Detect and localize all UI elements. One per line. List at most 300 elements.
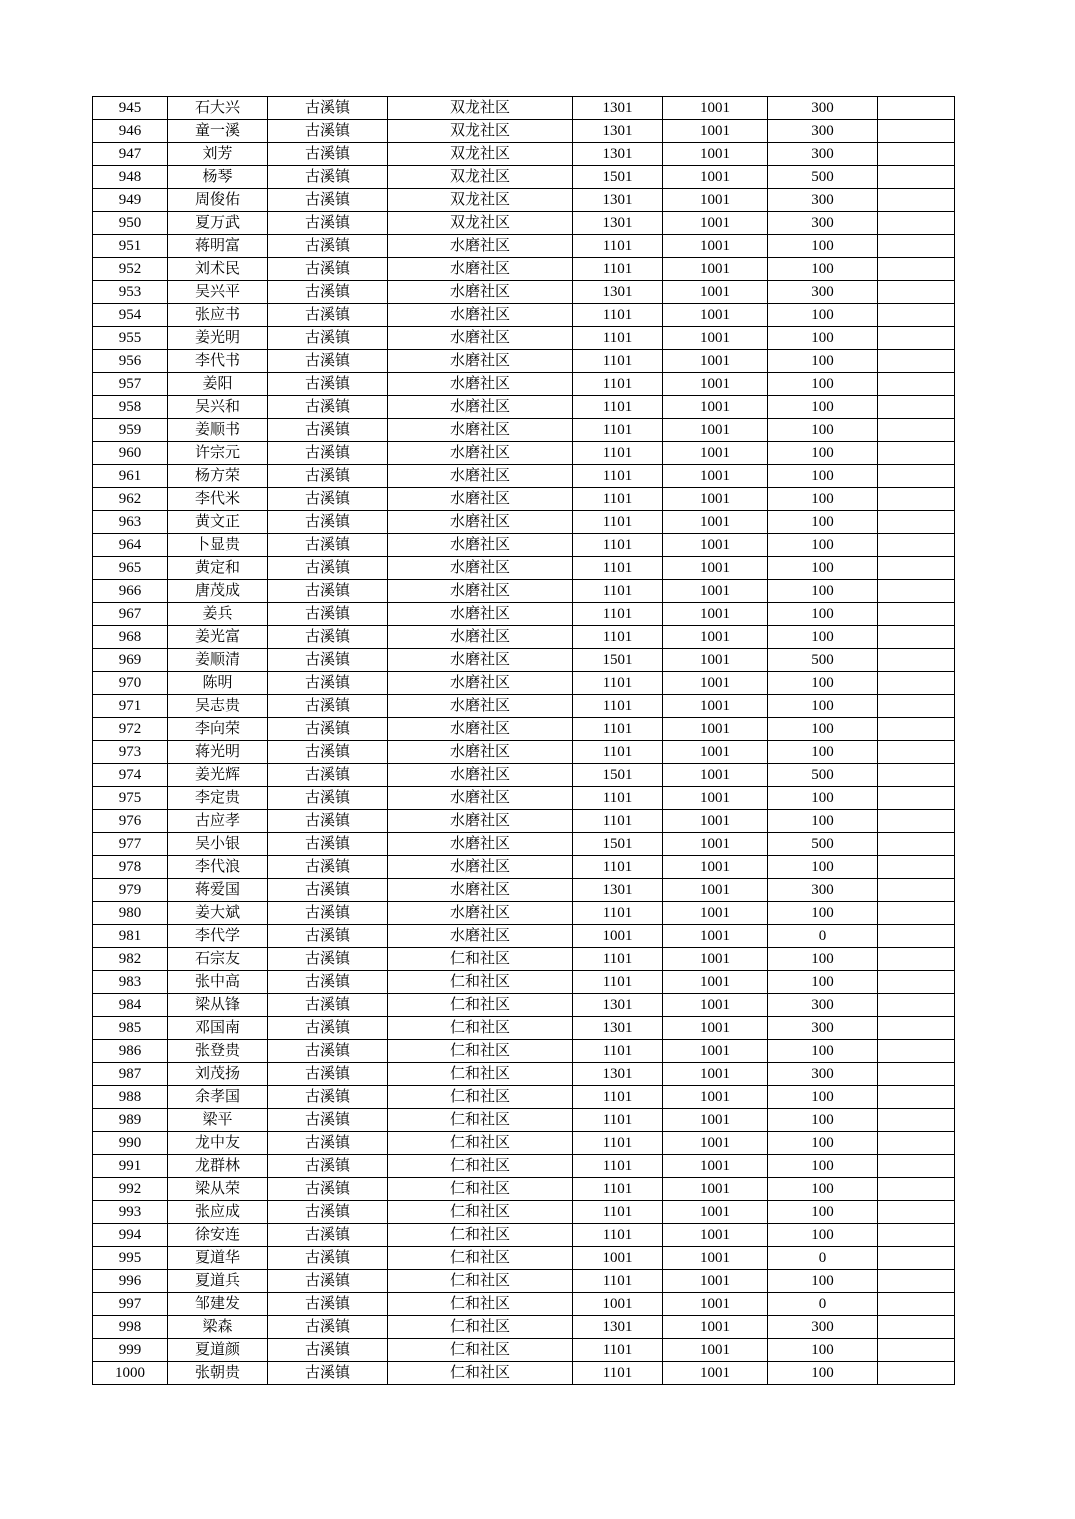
cell-town: 古溪镇	[268, 396, 388, 419]
cell-base: 1001	[663, 603, 768, 626]
cell-blank	[878, 1247, 955, 1270]
cell-base: 1001	[663, 166, 768, 189]
cell-amount: 100	[768, 810, 878, 833]
cell-community: 仁和社区	[388, 1132, 573, 1155]
cell-standard: 1101	[573, 327, 663, 350]
cell-index: 980	[93, 902, 168, 925]
cell-name: 张登贵	[168, 1040, 268, 1063]
cell-name: 刘术民	[168, 258, 268, 281]
cell-name: 夏道华	[168, 1247, 268, 1270]
cell-index: 948	[93, 166, 168, 189]
cell-blank	[878, 1063, 955, 1086]
cell-index: 988	[93, 1086, 168, 1109]
cell-community: 水磨社区	[388, 419, 573, 442]
table-row	[93, 764, 955, 787]
cell-base: 1001	[663, 143, 768, 166]
cell-town: 古溪镇	[268, 97, 388, 120]
table-row	[93, 488, 955, 511]
cell-town: 古溪镇	[268, 235, 388, 258]
cell-base: 1001	[663, 810, 768, 833]
cell-index: 969	[93, 649, 168, 672]
cell-name: 刘茂扬	[168, 1063, 268, 1086]
cell-name: 李代书	[168, 350, 268, 373]
cell-town: 古溪镇	[268, 189, 388, 212]
cell-name: 姜光辉	[168, 764, 268, 787]
cell-index: 997	[93, 1293, 168, 1316]
cell-name: 黄文正	[168, 511, 268, 534]
cell-town: 古溪镇	[268, 994, 388, 1017]
cell-community: 仁和社区	[388, 1270, 573, 1293]
cell-name: 吴兴和	[168, 396, 268, 419]
table-row	[93, 1316, 955, 1339]
cell-amount: 300	[768, 994, 878, 1017]
cell-town: 古溪镇	[268, 764, 388, 787]
cell-town: 古溪镇	[268, 258, 388, 281]
cell-amount: 300	[768, 143, 878, 166]
table-row	[93, 695, 955, 718]
cell-community: 双龙社区	[388, 97, 573, 120]
cell-community: 仁和社区	[388, 1339, 573, 1362]
cell-index: 975	[93, 787, 168, 810]
cell-base: 1001	[663, 994, 768, 1017]
table-row	[93, 442, 955, 465]
cell-town: 古溪镇	[268, 1224, 388, 1247]
table-row	[93, 373, 955, 396]
table-row	[93, 925, 955, 948]
cell-blank	[878, 488, 955, 511]
cell-town: 古溪镇	[268, 1132, 388, 1155]
cell-blank	[878, 1270, 955, 1293]
cell-standard: 1301	[573, 143, 663, 166]
cell-amount: 500	[768, 833, 878, 856]
cell-base: 1001	[663, 189, 768, 212]
cell-community: 仁和社区	[388, 1362, 573, 1385]
cell-standard: 1101	[573, 1201, 663, 1224]
cell-index: 970	[93, 672, 168, 695]
cell-base: 1001	[663, 1270, 768, 1293]
table-row	[93, 1155, 955, 1178]
cell-index: 956	[93, 350, 168, 373]
cell-community: 水磨社区	[388, 511, 573, 534]
cell-standard: 1001	[573, 1293, 663, 1316]
cell-blank	[878, 1201, 955, 1224]
cell-standard: 1301	[573, 1017, 663, 1040]
cell-community: 仁和社区	[388, 1316, 573, 1339]
table-row	[93, 1201, 955, 1224]
cell-name: 陈明	[168, 672, 268, 695]
cell-amount: 300	[768, 1316, 878, 1339]
cell-index: 981	[93, 925, 168, 948]
cell-amount: 100	[768, 419, 878, 442]
cell-amount: 300	[768, 212, 878, 235]
cell-base: 1001	[663, 1063, 768, 1086]
cell-base: 1001	[663, 764, 768, 787]
table-row	[93, 902, 955, 925]
cell-index: 983	[93, 971, 168, 994]
cell-town: 古溪镇	[268, 1316, 388, 1339]
cell-index: 977	[93, 833, 168, 856]
cell-index: 996	[93, 1270, 168, 1293]
cell-community: 仁和社区	[388, 1224, 573, 1247]
cell-blank	[878, 764, 955, 787]
cell-blank	[878, 718, 955, 741]
cell-name: 李定贵	[168, 787, 268, 810]
cell-blank	[878, 1132, 955, 1155]
cell-community: 水磨社区	[388, 488, 573, 511]
cell-base: 1001	[663, 235, 768, 258]
cell-community: 水磨社区	[388, 672, 573, 695]
cell-base: 1001	[663, 626, 768, 649]
cell-base: 1001	[663, 465, 768, 488]
table-row	[93, 235, 955, 258]
cell-standard: 1301	[573, 1316, 663, 1339]
cell-town: 古溪镇	[268, 649, 388, 672]
cell-town: 古溪镇	[268, 1339, 388, 1362]
cell-amount: 500	[768, 649, 878, 672]
cell-base: 1001	[663, 97, 768, 120]
cell-name: 童一溪	[168, 120, 268, 143]
cell-index: 994	[93, 1224, 168, 1247]
cell-blank	[878, 741, 955, 764]
table-row	[93, 1178, 955, 1201]
cell-community: 水磨社区	[388, 741, 573, 764]
cell-index: 953	[93, 281, 168, 304]
cell-blank	[878, 304, 955, 327]
cell-amount: 100	[768, 373, 878, 396]
cell-standard: 1101	[573, 442, 663, 465]
cell-amount: 100	[768, 718, 878, 741]
cell-blank	[878, 810, 955, 833]
cell-index: 990	[93, 1132, 168, 1155]
cell-standard: 1101	[573, 1040, 663, 1063]
cell-amount: 100	[768, 442, 878, 465]
cell-community: 水磨社区	[388, 350, 573, 373]
table-body	[93, 97, 955, 1385]
cell-standard: 1501	[573, 649, 663, 672]
cell-town: 古溪镇	[268, 304, 388, 327]
table-row	[93, 948, 955, 971]
cell-town: 古溪镇	[268, 212, 388, 235]
cell-community: 水磨社区	[388, 281, 573, 304]
cell-standard: 1101	[573, 1155, 663, 1178]
cell-index: 954	[93, 304, 168, 327]
table-row	[93, 994, 955, 1017]
cell-standard: 1301	[573, 281, 663, 304]
cell-blank	[878, 327, 955, 350]
cell-name: 夏道颜	[168, 1339, 268, 1362]
table-row	[93, 189, 955, 212]
cell-amount: 100	[768, 695, 878, 718]
cell-town: 古溪镇	[268, 327, 388, 350]
cell-base: 1001	[663, 488, 768, 511]
cell-amount: 100	[768, 1040, 878, 1063]
cell-base: 1001	[663, 695, 768, 718]
cell-standard: 1101	[573, 419, 663, 442]
cell-amount: 300	[768, 1063, 878, 1086]
cell-base: 1001	[663, 879, 768, 902]
table-row	[93, 1247, 955, 1270]
cell-standard: 1501	[573, 166, 663, 189]
cell-standard: 1101	[573, 235, 663, 258]
table-row	[93, 350, 955, 373]
cell-standard: 1101	[573, 488, 663, 511]
cell-base: 1001	[663, 971, 768, 994]
cell-name: 吴志贵	[168, 695, 268, 718]
cell-index: 961	[93, 465, 168, 488]
cell-index: 986	[93, 1040, 168, 1063]
cell-base: 1001	[663, 373, 768, 396]
cell-community: 水磨社区	[388, 833, 573, 856]
cell-name: 徐安连	[168, 1224, 268, 1247]
cell-base: 1001	[663, 511, 768, 534]
cell-amount: 100	[768, 534, 878, 557]
cell-blank	[878, 580, 955, 603]
cell-blank	[878, 626, 955, 649]
cell-blank	[878, 1155, 955, 1178]
cell-community: 仁和社区	[388, 1178, 573, 1201]
table-row	[93, 626, 955, 649]
cell-community: 水磨社区	[388, 856, 573, 879]
cell-index: 964	[93, 534, 168, 557]
cell-standard: 1101	[573, 810, 663, 833]
cell-amount: 100	[768, 511, 878, 534]
cell-community: 水磨社区	[388, 534, 573, 557]
cell-standard: 1101	[573, 856, 663, 879]
cell-amount: 300	[768, 281, 878, 304]
cell-community: 双龙社区	[388, 189, 573, 212]
cell-blank	[878, 1109, 955, 1132]
cell-community: 水磨社区	[388, 235, 573, 258]
cell-index: 974	[93, 764, 168, 787]
table-row	[93, 1339, 955, 1362]
cell-community: 水磨社区	[388, 787, 573, 810]
cell-standard: 1101	[573, 1086, 663, 1109]
cell-index: 955	[93, 327, 168, 350]
cell-blank	[878, 1316, 955, 1339]
cell-blank	[878, 879, 955, 902]
cell-amount: 100	[768, 672, 878, 695]
cell-town: 古溪镇	[268, 488, 388, 511]
cell-amount: 300	[768, 97, 878, 120]
cell-name: 姜阳	[168, 373, 268, 396]
cell-community: 仁和社区	[388, 1063, 573, 1086]
table-row	[93, 810, 955, 833]
cell-name: 姜光富	[168, 626, 268, 649]
cell-base: 1001	[663, 327, 768, 350]
cell-standard: 1301	[573, 1063, 663, 1086]
cell-index: 965	[93, 557, 168, 580]
table-row	[93, 97, 955, 120]
cell-town: 古溪镇	[268, 120, 388, 143]
cell-community: 水磨社区	[388, 603, 573, 626]
cell-amount: 100	[768, 902, 878, 925]
cell-amount: 300	[768, 120, 878, 143]
cell-index: 979	[93, 879, 168, 902]
cell-town: 古溪镇	[268, 718, 388, 741]
cell-community: 仁和社区	[388, 1086, 573, 1109]
cell-blank	[878, 143, 955, 166]
table-row	[93, 143, 955, 166]
cell-town: 古溪镇	[268, 879, 388, 902]
cell-town: 古溪镇	[268, 1201, 388, 1224]
cell-base: 1001	[663, 442, 768, 465]
cell-amount: 100	[768, 465, 878, 488]
cell-standard: 1101	[573, 465, 663, 488]
table-row	[93, 879, 955, 902]
cell-town: 古溪镇	[268, 166, 388, 189]
cell-base: 1001	[663, 1086, 768, 1109]
cell-town: 古溪镇	[268, 534, 388, 557]
cell-standard: 1101	[573, 304, 663, 327]
cell-index: 998	[93, 1316, 168, 1339]
cell-town: 古溪镇	[268, 557, 388, 580]
cell-community: 水磨社区	[388, 902, 573, 925]
cell-community: 水磨社区	[388, 695, 573, 718]
table-row	[93, 396, 955, 419]
cell-standard: 1101	[573, 948, 663, 971]
cell-name: 蒋爱国	[168, 879, 268, 902]
cell-amount: 100	[768, 1132, 878, 1155]
cell-base: 1001	[663, 1155, 768, 1178]
cell-base: 1001	[663, 557, 768, 580]
cell-amount: 300	[768, 879, 878, 902]
cell-standard: 1301	[573, 120, 663, 143]
cell-standard: 1101	[573, 396, 663, 419]
cell-index: 968	[93, 626, 168, 649]
cell-amount: 300	[768, 1017, 878, 1040]
cell-blank	[878, 994, 955, 1017]
cell-index: 973	[93, 741, 168, 764]
cell-name: 梁从锋	[168, 994, 268, 1017]
cell-town: 古溪镇	[268, 442, 388, 465]
cell-amount: 500	[768, 166, 878, 189]
cell-name: 杨琴	[168, 166, 268, 189]
cell-community: 双龙社区	[388, 143, 573, 166]
cell-town: 古溪镇	[268, 281, 388, 304]
cell-name: 姜顺清	[168, 649, 268, 672]
cell-standard: 1101	[573, 1224, 663, 1247]
cell-base: 1001	[663, 350, 768, 373]
cell-name: 石宗友	[168, 948, 268, 971]
cell-blank	[878, 235, 955, 258]
cell-amount: 100	[768, 856, 878, 879]
cell-name: 姜大斌	[168, 902, 268, 925]
cell-index: 989	[93, 1109, 168, 1132]
cell-amount: 100	[768, 1178, 878, 1201]
cell-standard: 1101	[573, 695, 663, 718]
cell-index: 967	[93, 603, 168, 626]
cell-town: 古溪镇	[268, 1247, 388, 1270]
cell-amount: 100	[768, 1155, 878, 1178]
cell-index: 978	[93, 856, 168, 879]
cell-index: 995	[93, 1247, 168, 1270]
cell-community: 水磨社区	[388, 580, 573, 603]
cell-base: 1001	[663, 120, 768, 143]
cell-blank	[878, 1224, 955, 1247]
cell-town: 古溪镇	[268, 1178, 388, 1201]
cell-town: 古溪镇	[268, 1063, 388, 1086]
cell-base: 1001	[663, 534, 768, 557]
cell-amount: 0	[768, 1247, 878, 1270]
cell-town: 古溪镇	[268, 350, 388, 373]
cell-amount: 100	[768, 971, 878, 994]
table-row	[93, 580, 955, 603]
table-row	[93, 856, 955, 879]
cell-town: 古溪镇	[268, 1362, 388, 1385]
table-row	[93, 419, 955, 442]
cell-town: 古溪镇	[268, 971, 388, 994]
cell-amount: 100	[768, 396, 878, 419]
cell-standard: 1101	[573, 718, 663, 741]
cell-base: 1001	[663, 1040, 768, 1063]
cell-town: 古溪镇	[268, 511, 388, 534]
cell-amount: 0	[768, 925, 878, 948]
cell-standard: 1101	[573, 1178, 663, 1201]
cell-standard: 1101	[573, 373, 663, 396]
cell-base: 1001	[663, 856, 768, 879]
cell-community: 仁和社区	[388, 948, 573, 971]
cell-base: 1001	[663, 396, 768, 419]
cell-community: 水磨社区	[388, 718, 573, 741]
cell-town: 古溪镇	[268, 1270, 388, 1293]
cell-amount: 100	[768, 580, 878, 603]
cell-blank	[878, 97, 955, 120]
cell-name: 邹建发	[168, 1293, 268, 1316]
cell-base: 1001	[663, 1339, 768, 1362]
cell-index: 963	[93, 511, 168, 534]
cell-blank	[878, 373, 955, 396]
table-row	[93, 281, 955, 304]
cell-amount: 100	[768, 1109, 878, 1132]
cell-blank	[878, 1178, 955, 1201]
cell-index: 999	[93, 1339, 168, 1362]
cell-amount: 100	[768, 741, 878, 764]
table-row	[93, 1362, 955, 1385]
cell-base: 1001	[663, 419, 768, 442]
cell-standard: 1101	[573, 534, 663, 557]
table-row	[93, 258, 955, 281]
cell-index: 985	[93, 1017, 168, 1040]
cell-base: 1001	[663, 281, 768, 304]
cell-index: 991	[93, 1155, 168, 1178]
cell-name: 吴小银	[168, 833, 268, 856]
cell-base: 1001	[663, 787, 768, 810]
cell-community: 双龙社区	[388, 212, 573, 235]
cell-amount: 100	[768, 327, 878, 350]
cell-index: 946	[93, 120, 168, 143]
cell-name: 石大兴	[168, 97, 268, 120]
table-row	[93, 120, 955, 143]
cell-standard: 1301	[573, 212, 663, 235]
cell-base: 1001	[663, 741, 768, 764]
cell-base: 1001	[663, 925, 768, 948]
cell-index: 951	[93, 235, 168, 258]
cell-amount: 100	[768, 235, 878, 258]
cell-name: 梁森	[168, 1316, 268, 1339]
cell-community: 水磨社区	[388, 764, 573, 787]
cell-base: 1001	[663, 649, 768, 672]
cell-index: 976	[93, 810, 168, 833]
cell-base: 1001	[663, 672, 768, 695]
cell-blank	[878, 1040, 955, 1063]
cell-town: 古溪镇	[268, 833, 388, 856]
table-row	[93, 971, 955, 994]
cell-blank	[878, 396, 955, 419]
cell-name: 杨方荣	[168, 465, 268, 488]
cell-community: 水磨社区	[388, 258, 573, 281]
table-row	[93, 1224, 955, 1247]
cell-index: 992	[93, 1178, 168, 1201]
